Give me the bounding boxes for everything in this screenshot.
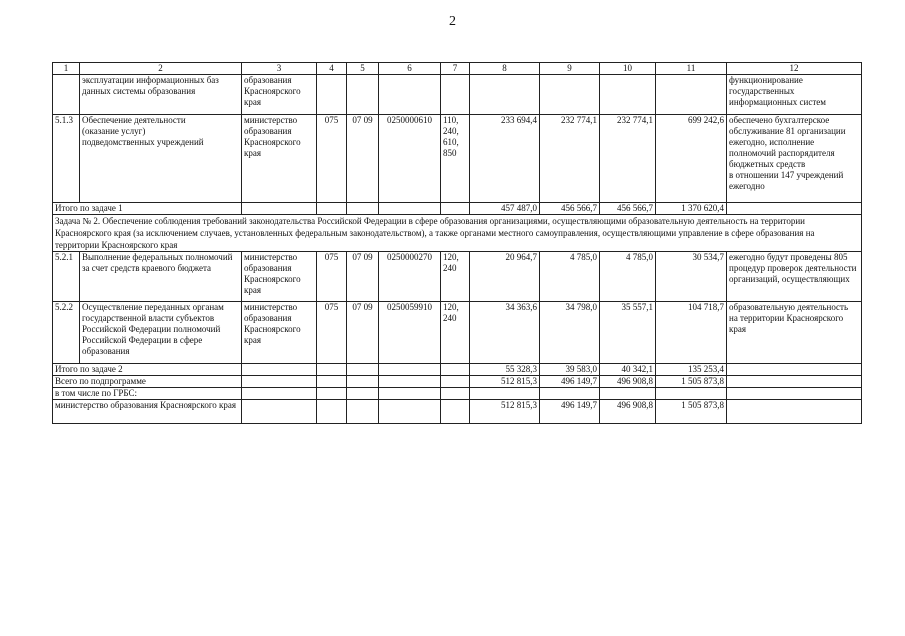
table-row — [53, 252, 862, 302]
total-label: Итого по задаче 2 — [53, 364, 242, 376]
year2-value: 39 583,0 — [540, 364, 600, 376]
year3-value: 4 785,0 — [600, 252, 656, 302]
grbs-cell: министерство образования Красноярского края — [242, 115, 317, 203]
header-cell: 12 — [727, 63, 862, 75]
year3-value: 232 774,1 — [600, 115, 656, 203]
activity-name: Выполнение федеральных полномочий за счет средств краевого бюджета — [80, 252, 242, 302]
year2-value: 232 774,1 — [540, 115, 600, 203]
row-number: 5.2.2 — [53, 302, 80, 364]
section-code — [347, 75, 379, 115]
year3-value: 35 557,1 — [600, 302, 656, 364]
section-code: 07 09 — [347, 115, 379, 203]
header-cell: 10 — [600, 63, 656, 75]
target-code: 0250000610 — [379, 115, 441, 203]
budget-table — [52, 62, 862, 424]
year3-value: 496 908,8 — [600, 400, 656, 424]
total-row — [53, 364, 862, 376]
header-cell: 11 — [656, 63, 727, 75]
year1-value — [470, 75, 540, 115]
total-value: 1 370 620,4 — [656, 203, 727, 215]
section-code: 07 09 — [347, 302, 379, 364]
activity-name: эксплуатации информационных баз данных системы образования — [80, 75, 242, 115]
year3-value: 456 566,7 — [600, 203, 656, 215]
table-row — [53, 75, 862, 115]
section-code: 07 09 — [347, 252, 379, 302]
total-value: 699 242,6 — [656, 115, 727, 203]
target-code: 0250059910 — [379, 302, 441, 364]
grbs-cell: образования Красноярского края — [242, 75, 317, 115]
year2-value: 34 798,0 — [540, 302, 600, 364]
year1-value: 512 815,3 — [470, 376, 540, 388]
expense-type: 110, 240, 610, 850 — [441, 115, 470, 203]
total-row — [53, 203, 862, 215]
header-cell: 1 — [53, 63, 80, 75]
ministry-row — [53, 400, 862, 424]
header-cell: 8 — [470, 63, 540, 75]
task-title: Задача № 2. Обеспечение соблюдения требований законодательства Российской Федерации в сфере образования организациями, осуществляющими образовательную деятельность на территории Красноярского края (за исключением случаев, установленных федеральным законодательством), а также органами местного самоуправления, осуществляющими управление в сфере образования на территории Красноярского края — [53, 215, 862, 252]
total-value: 1 505 873,8 — [656, 376, 727, 388]
year2-value: 4 785,0 — [540, 252, 600, 302]
total-value: 135 253,4 — [656, 364, 727, 376]
total-value: 30 534,7 — [656, 252, 727, 302]
table-row — [53, 302, 862, 364]
year3-value: 40 342,1 — [600, 364, 656, 376]
row-number: 5.1.3 — [53, 115, 80, 203]
activity-name: Обеспечение деятельности (оказание услуг) подведомственных учреждений — [80, 115, 242, 203]
grbs-code: 075 — [317, 302, 347, 364]
target-code: 0250000270 — [379, 252, 441, 302]
expense-type: 120, 240 — [441, 252, 470, 302]
header-cell: 3 — [242, 63, 317, 75]
header-cell: 4 — [317, 63, 347, 75]
activity-name: Осуществление переданных органам государственной власти субъектов Российской Федерации полномочий Российской Федерации в сфере образования — [80, 302, 242, 364]
total-value: 1 505 873,8 — [656, 400, 727, 424]
header-cell: 7 — [441, 63, 470, 75]
total-value: 104 718,7 — [656, 302, 727, 364]
year3-value: 496 908,8 — [600, 376, 656, 388]
row-number: 5.2.1 — [53, 252, 80, 302]
grbs-code: 075 — [317, 252, 347, 302]
total-label: Итого по задаче 1 — [53, 203, 242, 215]
grbs-code — [317, 75, 347, 115]
year2-value: 496 149,7 — [540, 376, 600, 388]
row-number — [53, 75, 80, 115]
expected-result: ежегодно будут проведены 805 процедур проверок деятельности организаций, осуществляющих — [727, 252, 862, 302]
header-cell: 6 — [379, 63, 441, 75]
total-value — [656, 75, 727, 115]
expected-result: образовательную деятельность на территории Красноярского края — [727, 302, 862, 364]
header-row — [53, 63, 862, 75]
task-title-row — [53, 215, 862, 252]
year1-value: 457 487,0 — [470, 203, 540, 215]
year1-value: 34 363,6 — [470, 302, 540, 364]
grbs-label-row — [53, 388, 862, 400]
header-cell: 2 — [80, 63, 242, 75]
expected-result: обеспечено бухгалтерское обслуживание 81 организации ежегодно, исполнение полномочий распорядителя бюджетных средств в отношении 147 учреждений ежегодно — [727, 115, 862, 203]
year2-value — [540, 75, 600, 115]
total-label: Всего по подпрограмме — [53, 376, 242, 388]
table-row — [53, 115, 862, 203]
year2-value: 456 566,7 — [540, 203, 600, 215]
year1-value: 512 815,3 — [470, 400, 540, 424]
expected-result: функционирование государственных информационных систем — [727, 75, 862, 115]
header-cell: 5 — [347, 63, 379, 75]
ministry-label: министерство образования Красноярского края — [53, 400, 242, 424]
program-total-row — [53, 376, 862, 388]
grbs-cell: министерство образования Красноярского края — [242, 252, 317, 302]
year1-value: 55 328,3 — [470, 364, 540, 376]
year1-value: 20 964,7 — [470, 252, 540, 302]
page-number: 2 — [449, 14, 456, 29]
year1-value: 233 694,4 — [470, 115, 540, 203]
year3-value — [600, 75, 656, 115]
grbs-code: 075 — [317, 115, 347, 203]
grbs-label: в том числе по ГРБС: — [53, 388, 242, 400]
expense-type — [441, 75, 470, 115]
target-code — [379, 75, 441, 115]
header-cell: 9 — [540, 63, 600, 75]
expense-type: 120, 240 — [441, 302, 470, 364]
grbs-cell: министерство образования Красноярского края — [242, 302, 317, 364]
year2-value: 496 149,7 — [540, 400, 600, 424]
